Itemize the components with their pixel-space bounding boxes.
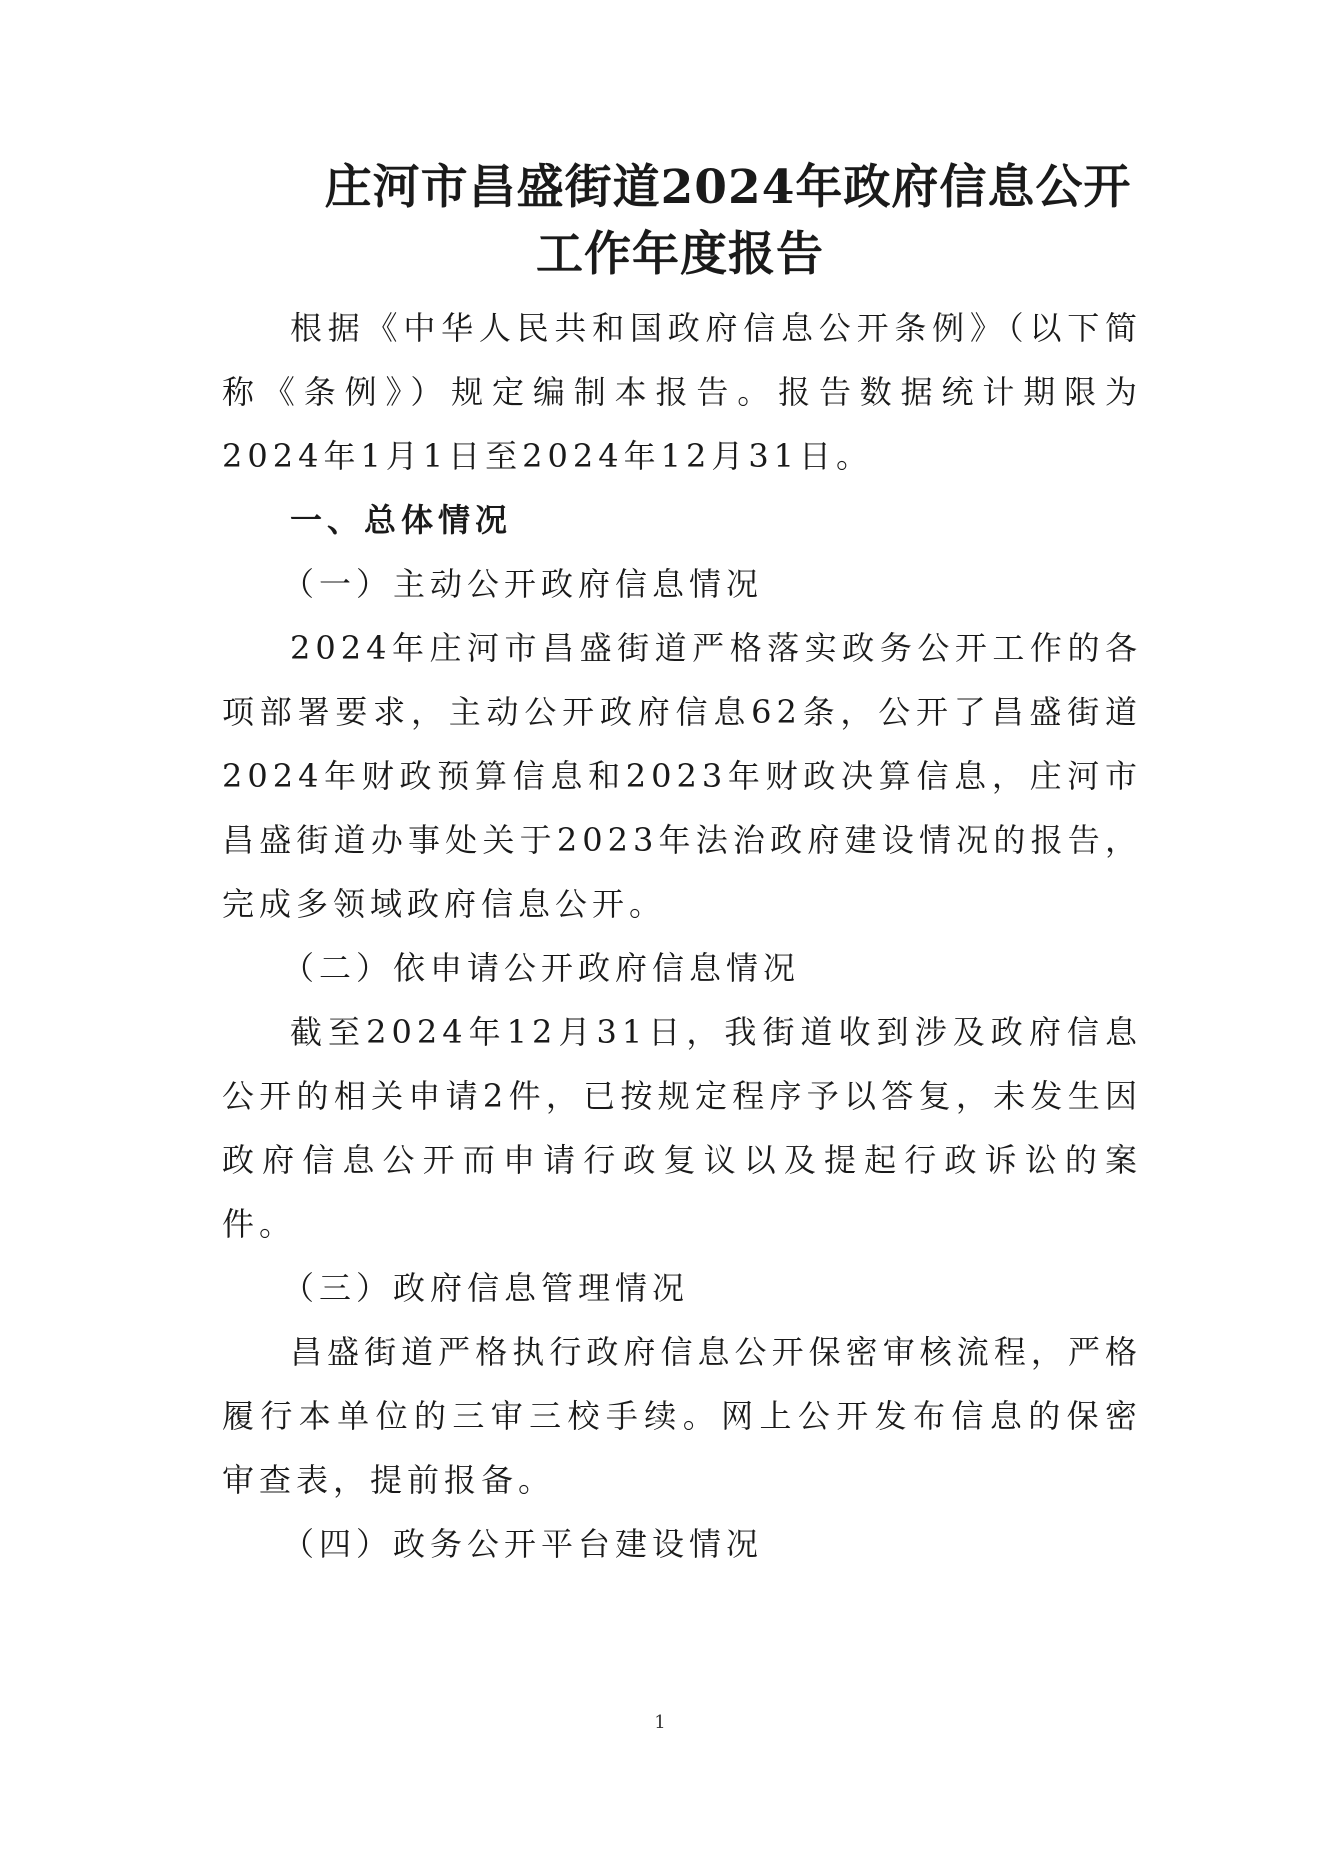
page-number: 1 <box>654 1712 666 1733</box>
subsection-heading-platform: （四）政务公开平台建设情况 <box>282 1525 764 1563</box>
document-title-line-1: 庄河市昌盛街道2024年政府信息公开 <box>324 160 1132 215</box>
paragraph-proactive: 2024年庄河市昌盛街道严格落实政务公开工作的各项部署要求，主动公开政府信息62条，公开了昌盛街道2024年财政预算信息和2023年财政决算信息，庄河市昌盛街道办事处关于2023年法治政府建设情况的报告，完成多领域政府信息公开。 <box>222 629 1142 923</box>
subsection-heading-on-request: （二）依申请公开政府信息情况 <box>282 949 801 987</box>
paragraph-management: 昌盛街道严格执行政府信息公开保密审核流程，严格履行本单位的三审三校手续。网上公开发布信息的保密审查表，提前报备。 <box>222 1333 1142 1499</box>
subsection-heading-proactive: （一）主动公开政府信息情况 <box>282 565 764 603</box>
section-heading-overview: 一、总体情况 <box>290 501 513 539</box>
document-body <box>222 296 1142 1576</box>
document-title-line-2: 工作年度报告 <box>536 227 824 282</box>
intro-paragraph: 根据《中华人民共和国政府信息公开条例》（以下简称《条例》）规定编制本报告。报告数据统计期限为2024年1月1日至2024年12月31日。 <box>222 309 1142 475</box>
subsection-heading-management: （三）政府信息管理情况 <box>282 1269 690 1307</box>
paragraph-on-request: 截至2024年12月31日，我街道收到涉及政府信息公开的相关申请2件，已按规定程序予以答复，未发生因政府信息公开而申请行政复议以及提起行政诉讼的案件。 <box>222 1013 1142 1243</box>
